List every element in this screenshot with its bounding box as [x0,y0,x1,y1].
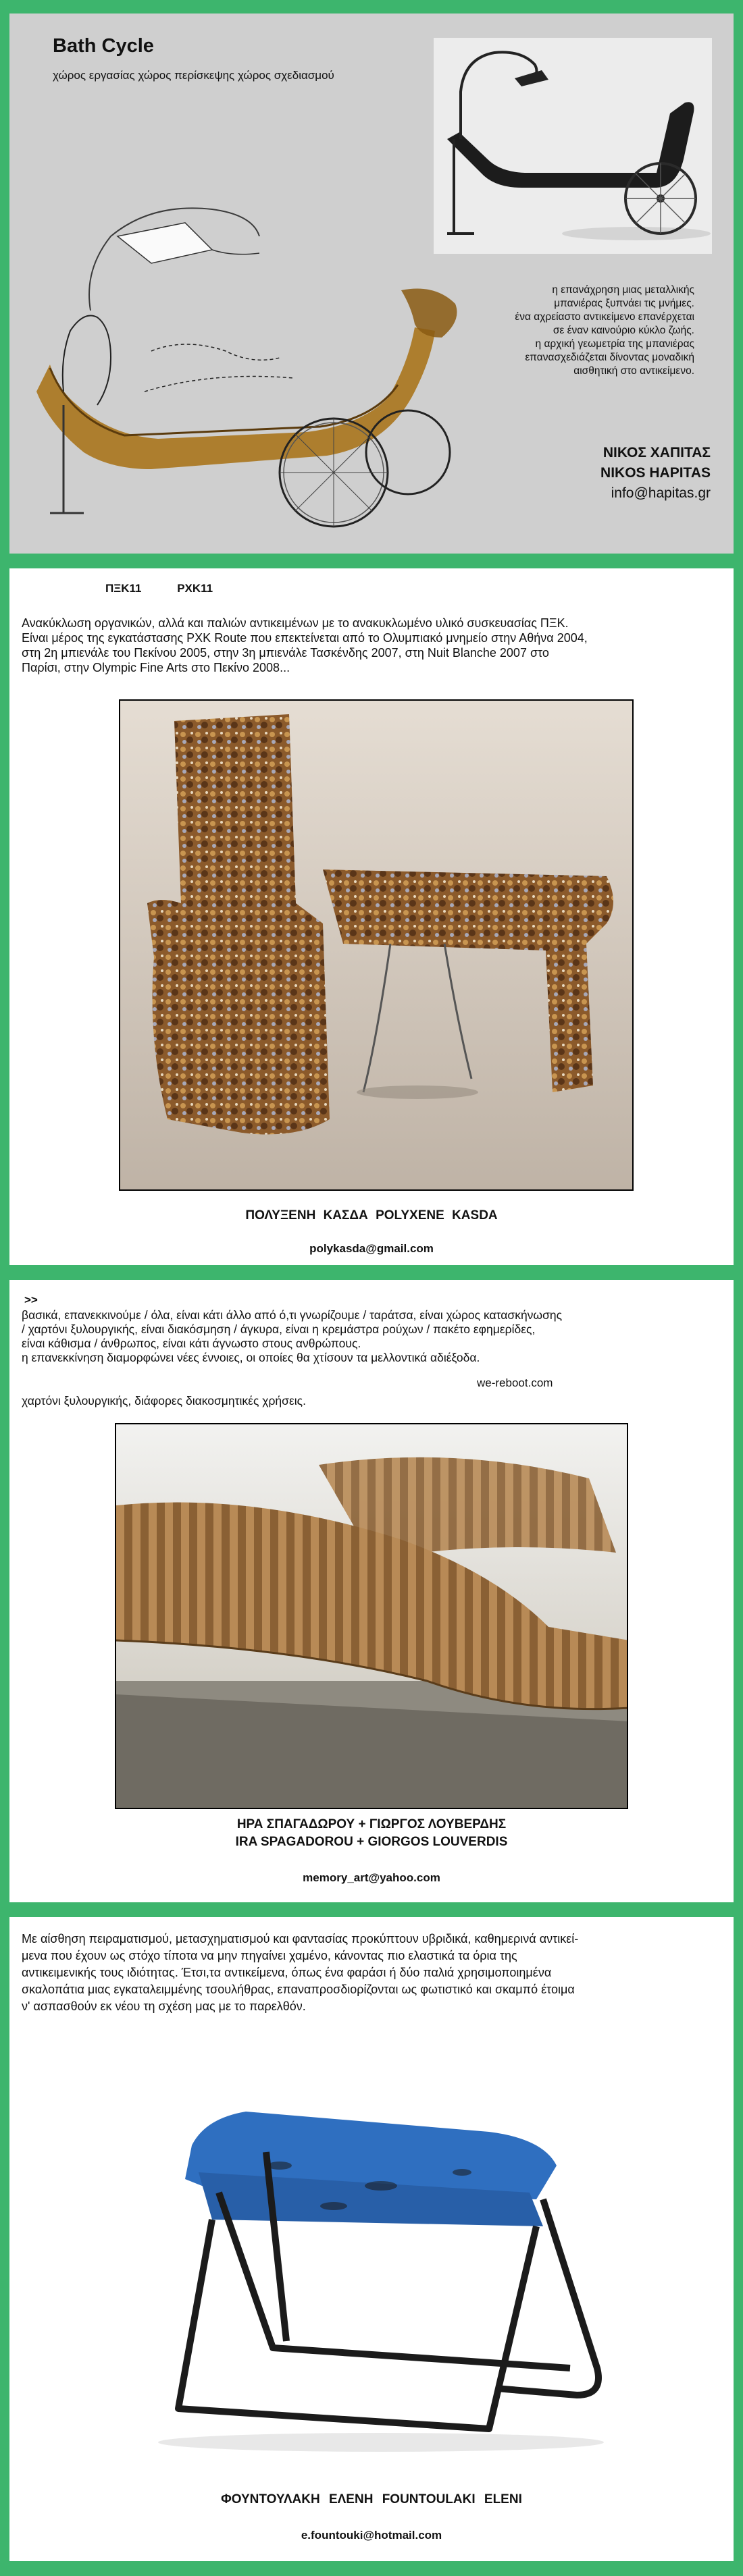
text-line: Με αίσθηση πειραματισμού, μετασχηματισμού και φαντασίας προκύπτουν υβριδικά, καθημερινά αντικεί- [22,1932,579,1946]
text-line: μενα που έχουν ως στόχο τίποτα να μην πηγαίνει χαμένο, κάνοντας πιο ελαστικά τα όρια της [22,1949,517,1962]
poem-line: μπανιέρας ξυπνάει τις μνήμες. [554,298,694,309]
panel-subtitle: χώρος εργασίας χώρος περίσκεψης χώρος σχεδιασμού [53,69,334,82]
bath-cycle-panel [9,14,734,554]
text-line: αντικειμενικής τους ιδιότητας. Έτσι,τα αντικείμενα, όπως ένα φαράσι ή δύο παλιά χρησιμοποιημένα [22,1966,552,1979]
cardboard-screen-photo [116,1424,627,1808]
poem-line: επανασχεδιάζεται δίνοντας μοναδική [525,352,694,363]
panel-description [22,1931,578,2015]
poem-line: σε έναν καινούριο κύκλο ζωής. [553,325,694,336]
reboot-panel [9,1280,734,1902]
text-line: η επανεκκίνηση διαμορφώνει νέες έννοιες, οι οποίες θα χτίσουν τα μελλοντικά αδιέξοδα. [22,1351,480,1364]
artist-caption: ΦΟΥΝΤΟΥΛΑΚΗ ΕΛΕΝΗ FOUNTOULAKI ELENI [221,2492,522,2506]
section-marker: >> [24,1293,38,1306]
text-line: Είναι μέρος της εγκατάστασης ΡΧΚ Route που επεκτείνεται από το Ολυμπιακό μνημείο στην Αθήνα 2004, [22,631,588,645]
artist-caption-greek: ΗΡΑ ΣΠΑΓΑΔΩΡΟΥ + ΓΙΩΡΓΟΣ ΛΟΥΒΕΡΔΗΣ [236,1817,507,1831]
artist-caption: ΠΟΛΥΞΕΝΗ ΚΑΣΔΑ POLYXENE KASDA [245,1208,498,1223]
poem-line: αισθητική στο αντικείμενο. [573,365,694,377]
website-link[interactable]: we-reboot.com [477,1376,553,1389]
blue-stool-photo [111,2031,651,2503]
panel-description [22,1308,562,1365]
panel-description [22,616,588,675]
text-line: στη 2η μπιενάλε του Πεκίνου 2005, στην 3η μπιενάλε Τασκένδης 2007, στη Nuit Blanche 2007 στο [22,646,549,660]
artwork-photo-frame [119,699,634,1191]
panel-poem [411,284,694,378]
text-line: / χαρτόνι ξυλουργικής, είναι διακόσμηση / άγκυρα, είναι η κρεμάστρα ρούχων / πακέτο εφημερίδες, [22,1322,536,1336]
text-line: είναι κάθισμα / άνθρωπος, είναι κάτι άγνωστο στους ανθρώπους. [22,1337,361,1350]
poem-line: η αρχική γεωμετρία της μπανιέρας [535,338,694,350]
text-line: βασικά, επανεκκινούμε / όλα, είναι κάτι άλλο από ό,τι γνωρίζουμε / ταράτσα, είναι χώρος κατασκήνωσης [22,1308,563,1322]
text-line: Ανακύκλωση οργανικών, αλλά και παλιών αντικειμένων με το ανακυκλωμένο υλικό συσκευασίας ΠΞΚ. [22,616,569,630]
artwork-photo-frame [115,1423,628,1809]
text-line: ν' ασπασθούν εκ νέου τη σχέση μας με το παρελθόν. [22,2000,306,2013]
polyxene-kasda-panel [9,568,734,1265]
artist-email[interactable]: polykasda@gmail.com [309,1242,434,1255]
artist-email[interactable]: memory_art@yahoo.com [303,1871,440,1884]
poem-line: η επανάχρηση μιας μεταλλικής [552,284,694,296]
text-line: σκαλοπάτια μιας εγκαταλειμμένης τσουλήθρας, επαναπροσδιορίζονται ως φωτιστικό και σκαμπό έτοιμα [22,1983,575,1996]
panel-heading: ΠΞΚ11 ΡΧΚ11 [105,582,213,595]
author-email[interactable]: info@hapitas.gr [611,485,711,501]
author-name-greek: ΝΙΚΟΣ ΧΑΠΙΤΑΣ [603,445,711,460]
text-line: Παρίσι, στην Olympic Fine Arts στο Πεκίνο 2008... [22,661,290,674]
scrap-throne-photo [120,701,632,1189]
poem-line: ένα αχρείαστο αντικείμενο επανέρχεται [515,311,694,323]
author-name-latin: NIKOS HAPITAS [600,465,711,481]
material-note: χαρτόνι ξυλουργικής, διάφορες διακοσμητικές χρήσεις. [22,1394,306,1407]
artist-email[interactable]: e.fountouki@hotmail.com [301,2529,442,2542]
author-block [600,443,711,504]
fountoulaki-panel [9,1917,734,2561]
panel-title: Bath Cycle [53,35,154,57]
artist-caption-latin: IRA SPAGADOROU + GIORGOS LOUVERDIS [235,1835,508,1849]
